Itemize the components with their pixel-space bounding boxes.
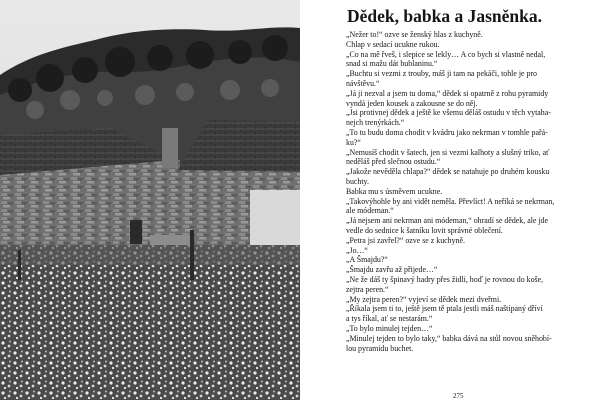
text-line: Chlap v sedací ucukne rukou. — [346, 39, 440, 49]
text-line: „Jo…“ — [346, 245, 368, 255]
text-line: lou pyramidu buchet. — [346, 343, 414, 353]
text-line: „Já ji nezval a jsem tu doma,“ dědek si opatrně z rohu pyramidy — [346, 88, 549, 98]
text-line: „Co na mě řveš, i slepice se lekly… A co bych si vlastně nedal, — [346, 49, 546, 59]
text-line: „Takovýhohle by ani vidět neměla. Převlíct! A neříká se nekrman, — [346, 196, 555, 206]
text-line: „To tu budu doma chodit v kvádru jako nekrman v tomhle pařá- — [346, 127, 548, 137]
text-line: „Říkala jsem ti to, ještě jsem tě ptala jestli máš naštípaný dříví — [346, 304, 543, 314]
text-line: „Jakože nevěděla chlapa?“ dědek se natahuje po druhém kousku — [346, 167, 550, 177]
text-line: neděláš před slečnou ostudu.“ — [346, 157, 441, 167]
text-line: nejch trenýrkách.“ — [346, 118, 405, 128]
text-line: ale módeman.“ — [346, 206, 394, 216]
text-line: „A Šmajdu?“ — [346, 255, 388, 265]
chapter-title: Dědek, babka a Jasněnka. — [347, 6, 542, 26]
text-line: a tys říkal, ať se nestarám.“ — [346, 314, 433, 324]
text-line: „Petra jsi zavřel?“ ozve se z kuchyně. — [346, 235, 465, 245]
text-line: buchty. — [346, 176, 369, 186]
text-line: „Jsi protivnej dědek a ještě ke všemu děláš ostudu v těch vytaha- — [346, 108, 551, 118]
text-line: „Já nejsem ani nekrman ani módeman,“ ohradí se dědek, ale jde — [346, 216, 549, 226]
text-line: „Ne že dáš ty špinavý hadry přes židli, hoď je rovnou do koše, — [346, 274, 544, 284]
text-line: vyndá jeden kousek a zakousne se do něj. — [346, 98, 478, 108]
body-text — [346, 30, 596, 353]
text-line: vedle do sednice k šatníku lovit správné oblečení. — [346, 225, 503, 235]
text-line: „Šmajdu zavřu až přijede…“ — [346, 265, 438, 275]
text-line: návštěvu.“ — [346, 78, 380, 88]
text-line: snad si mažu dát bublaninu.“ — [346, 59, 438, 69]
text-line: „Nemusíš chodit v šatech, jen si vezmi kalhoty a slušný triko, ať — [346, 147, 550, 157]
text-line: ku?“ — [346, 137, 361, 147]
text-page — [300, 0, 600, 400]
text-line: „To bylo minulej tejden…“ — [346, 323, 433, 333]
text-line: „Minulej tejden to bylo taky,“ babka dává na stůl novou sněhobí- — [346, 333, 552, 343]
text-line: zejtra peren.“ — [346, 284, 389, 294]
text-line: Babka mu s úsměvem ucukne. — [346, 186, 443, 196]
text-line: „My zejtra peren?“ vyjeví se dědek mezi dveřmi. — [346, 294, 502, 304]
page-number: 275 — [453, 392, 464, 400]
text-line: „Buchtu si vezmi z trouby, máš ji tam na pekáči, tohle je pro — [346, 69, 538, 79]
text-line: „Nežer to!“ ozve se ženský hlas z kuchyně. — [346, 30, 483, 39]
